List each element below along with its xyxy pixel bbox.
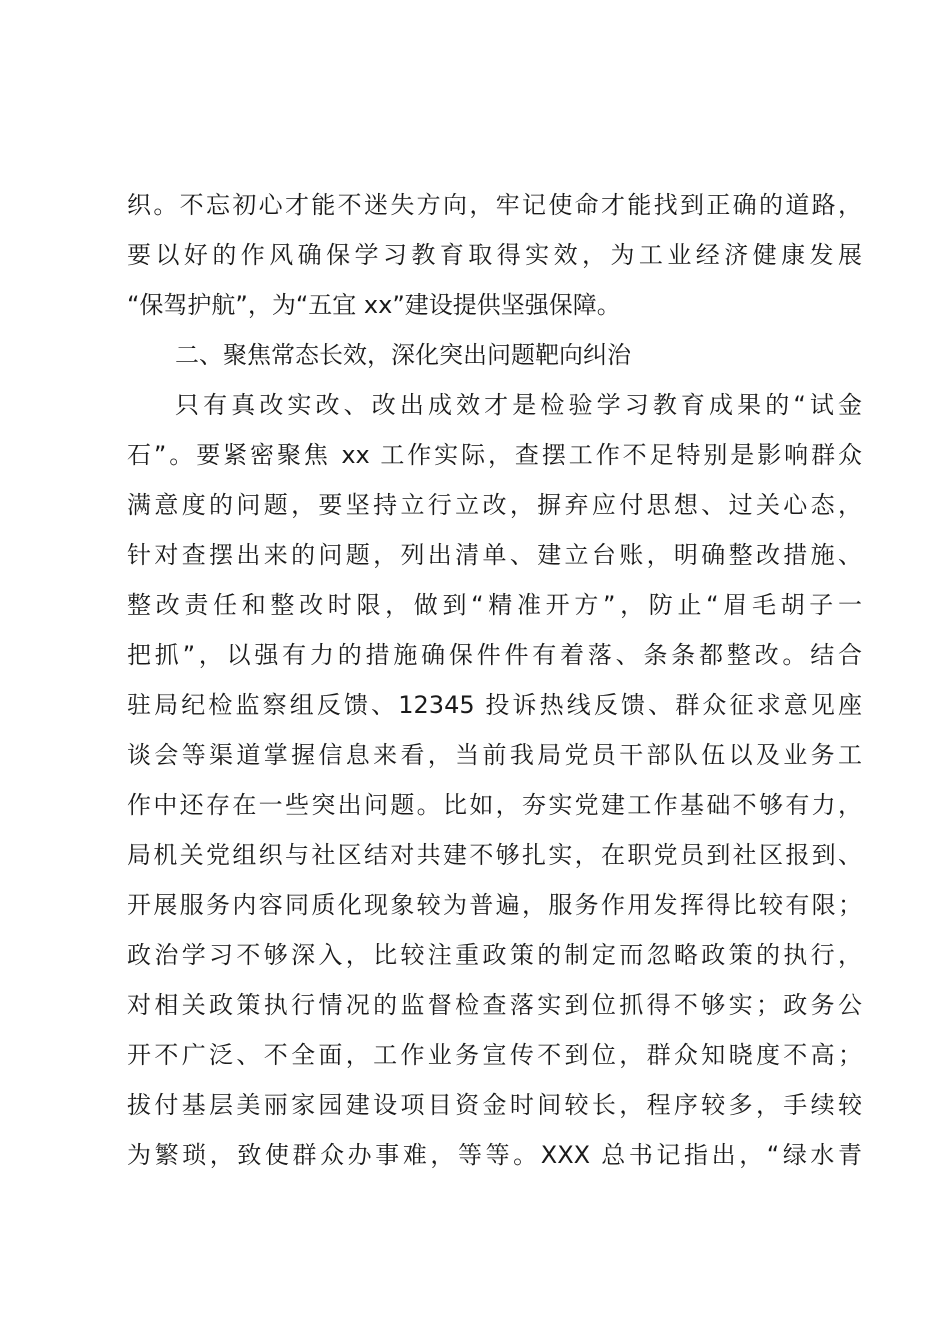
- section-heading: 二、聚焦常态长效，深化突出问题靶向纠治: [175, 341, 631, 369]
- paragraph-line: 只有真改实改、改出成效才是检验学习教育成果的“试金: [175, 391, 862, 419]
- paragraph-line: 石”。要紧密聚焦 xx 工作实际，查摆工作不足特别是影响群众: [127, 441, 862, 469]
- paragraph-line: “保驾护航”，为“五宜 xx”建设提供坚强保障。: [127, 291, 621, 319]
- document-body: [127, 180, 862, 1180]
- paragraph-line: 满意度的问题，要坚持立行立改，摒弃应付思想、过关心态，: [127, 491, 862, 519]
- paragraph-line: 拔付基层美丽家园建设项目资金时间较长，程序较多，手续较: [127, 1091, 862, 1119]
- paragraph-line: 作中还存在一些突出问题。比如，夯实党建工作基础不够有力，: [127, 791, 862, 819]
- paragraph-line: 为繁琐，致使群众办事难，等等。XXX 总书记指出，“绿水青: [127, 1141, 862, 1169]
- paragraph-line: 开展服务内容同质化现象较为普遍，服务作用发挥得比较有限；: [127, 891, 862, 919]
- paragraph-line: 局机关党组织与社区结对共建不够扎实，在职党员到社区报到、: [127, 841, 862, 869]
- paragraph-line: 把抓”，以强有力的措施确保件件有着落、条条都整改。结合: [127, 641, 862, 669]
- paragraph-line: 开不广泛、不全面，工作业务宣传不到位，群众知晓度不高；: [127, 1041, 862, 1069]
- paragraph-line: 整改责任和整改时限，做到“精准开方”，防止“眉毛胡子一: [127, 591, 862, 619]
- paragraph-line: 政治学习不够深入，比较注重政策的制定而忽略政策的执行，: [127, 941, 862, 969]
- paragraph-line: 谈会等渠道掌握信息来看，当前我局党员干部队伍以及业务工: [127, 741, 862, 769]
- paragraph-line: 对相关政策执行情况的监督检查落实到位抓得不够实；政务公: [127, 991, 862, 1019]
- paragraph-line: 针对查摆出来的问题，列出清单、建立台账，明确整改措施、: [127, 541, 862, 569]
- paragraph-line: 要以好的作风确保学习教育取得实效，为工业经济健康发展: [127, 241, 862, 269]
- paragraph-line: 织。不忘初心才能不迷失方向，牢记使命才能找到正确的道路，: [127, 191, 862, 219]
- paragraph-line: 驻局纪检监察组反馈、12345 投诉热线反馈、群众征求意见座: [127, 691, 862, 719]
